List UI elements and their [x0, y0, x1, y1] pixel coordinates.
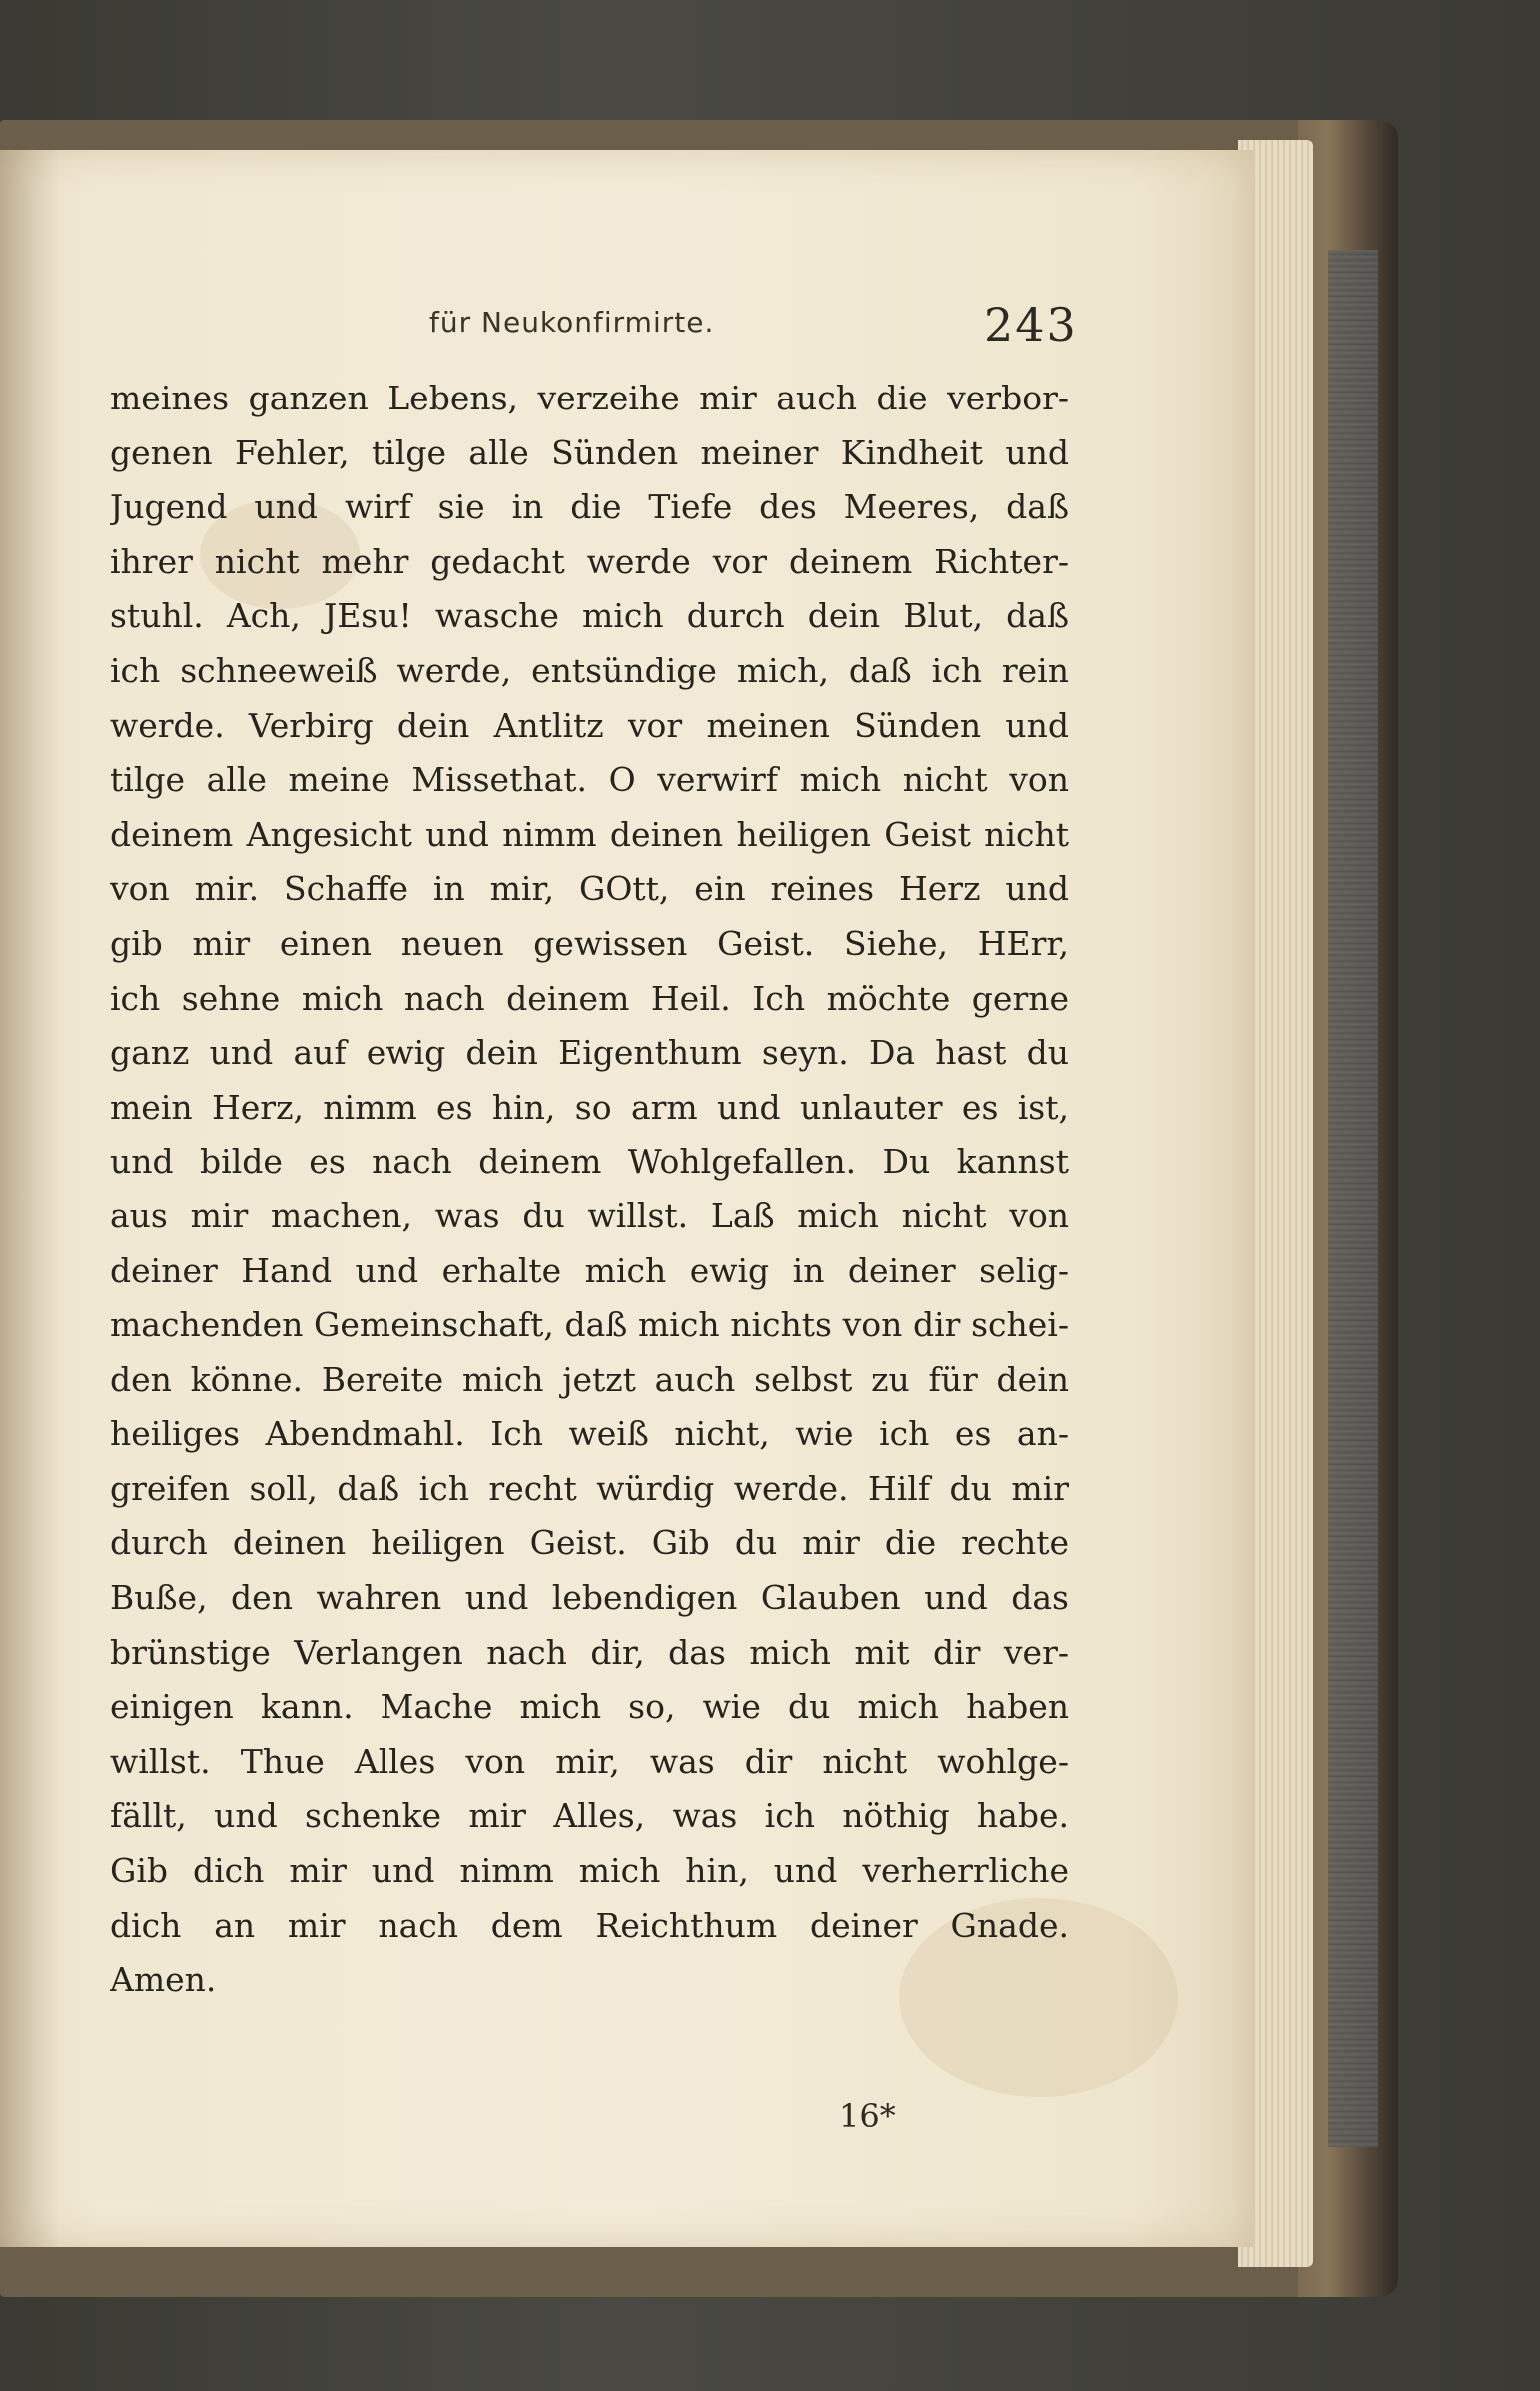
- text-line: Buße, den wahren und lebendigen Glauben und das: [110, 1578, 1069, 1618]
- text-line: Amen.: [110, 1960, 217, 1999]
- text-line: Gib dich mir und nimm mich hin, und verherrliche: [110, 1851, 1069, 1891]
- text-line: werde. Verbirg dein Antlitz vor meinen Sünden und: [110, 705, 1069, 745]
- text-line: deinem Angesicht und nimm deinen heiligen Geist nicht: [110, 814, 1069, 854]
- text-line: dich an mir nach dem Reichthum deiner Gnade.: [110, 1905, 1069, 1945]
- running-head: für Neukonfirmirte.: [429, 306, 715, 339]
- text-line: meines ganzen Lebens, verzeihe mir auch die verbor-: [110, 379, 1069, 417]
- text-line: einigen kann. Mache mich so, wie du mich haben: [110, 1687, 1069, 1727]
- page-number: 243: [984, 298, 1078, 352]
- text-line: ihrer nicht mehr gedacht werde vor deinem Richter-: [110, 541, 1069, 581]
- text-line: brünstige Verlangen nach dir, das mich mit dir ver-: [110, 1632, 1069, 1672]
- text-line: Jugend und wirf sie in die Tiefe des Meeres, daß: [110, 487, 1069, 527]
- text-line: durch deinen heiligen Geist. Gib du mir die rechte: [110, 1523, 1069, 1563]
- text-line: willst. Thue Alles von mir, was dir nicht wohlge-: [110, 1741, 1069, 1781]
- text-line: deiner Hand und erhalte mich ewig in deiner selig-: [110, 1250, 1069, 1290]
- text-line: gib mir einen neuen gewissen Geist. Siehe, HErr,: [110, 923, 1069, 963]
- text-line: fällt, und schenke mir Alles, was ich nöthig habe.: [110, 1796, 1069, 1836]
- text-line: von mir. Schaffe in mir, GOtt, ein reines Herz und: [110, 869, 1069, 909]
- gutter-shadow: [0, 150, 60, 2247]
- text-line: ganz und auf ewig dein Eigenthum seyn. Da hast du: [110, 1033, 1069, 1073]
- text-line: den könne. Bereite mich jetzt auch selbst zu für dein: [110, 1359, 1069, 1399]
- text-line: mein Herz, nimm es hin, so arm und unlauter es ist,: [110, 1087, 1069, 1127]
- text-line: genen Fehler, tilge alle Sünden meiner Kindheit und: [110, 432, 1069, 472]
- text-line: und bilde es nach deinem Wohlgefallen. Du kannst: [110, 1142, 1069, 1182]
- body-text: [110, 372, 1069, 2007]
- text-line: ich schneeweiß werde, entsündige mich, daß ich rein: [110, 650, 1069, 690]
- book-spine-cloth: [1328, 250, 1378, 2147]
- text-line: machenden Gemeinschaft, daß mich nichts von dir schei-: [110, 1305, 1069, 1345]
- signature-mark: 16*: [839, 2097, 896, 2135]
- text-line: tilge alle meine Missethat. O verwirf mich nicht von: [110, 760, 1069, 800]
- text-line: stuhl. Ach, JEsu! wasche mich durch dein Blut, daß: [110, 596, 1069, 636]
- text-line: heiliges Abendmahl. Ich weiß nicht, wie ich es an-: [110, 1414, 1069, 1454]
- text-line: greifen soll, daß ich recht würdig werde. Hilf du mir: [110, 1468, 1069, 1508]
- text-line: aus mir machen, was du willst. Laß mich nicht von: [110, 1196, 1069, 1235]
- text-line: ich sehne mich nach deinem Heil. Ich möchte gerne: [110, 978, 1069, 1018]
